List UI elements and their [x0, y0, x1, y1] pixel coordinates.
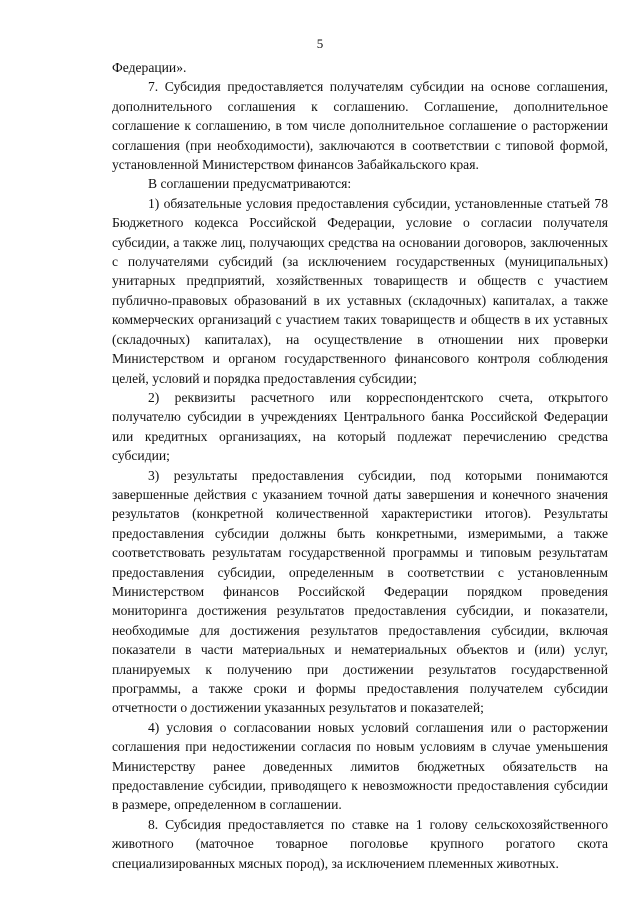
- paragraph-item-4: 4) условия о согласовании новых условий соглашения или о расторжении соглашения при недостижении согласия по новым условиям в случае уменьшения Министерству ранее доведенных лимитов бюджетных обязательств на предоставление субсидии, приводящего к невозможности предоставления субсидии в размере, определенном в соглашении.: [112, 719, 608, 813]
- paragraph-clause-7: 7. Субсидия предоставляется получателям субсидии на основе соглашения, дополнительного соглашения к соглашению. Соглашение, дополнительное соглашение к соглашению, в том числе дополнительное соглашение о расторжении соглашения (при необходимости), заключаются в соответствии с типовой формой, установленной Министерством финансов Забайкальского края.: [112, 79, 608, 173]
- document-body: [112, 58, 608, 873]
- paragraph-federation-end: Федерации».: [112, 60, 187, 75]
- paragraph-agreement-intro: В соглашении предусматриваются:: [148, 176, 352, 192]
- paragraph-item-2: 2) реквизиты расчетного или корреспондентского счета, открытого получателю субсидии в учреждениях Центрального банка Российской Федерации или кредитных организациях, на который подлежат перечислению средства субсидии;: [112, 389, 608, 464]
- paragraph-clause-8: 8. Субсидия предоставляется по ставке на 1 голову сельскохозяйственного животного (маточное товарное поголовье крупного рогатого скота специализированных мясных пород), за исключением племенных животных.: [112, 816, 608, 871]
- page-number: 5: [316, 36, 324, 51]
- paragraph-item-1: 1) обязательные условия предоставления субсидии, установленные статьей 78 Бюджетного кодекса Российской Федерации, условие о согласии получателя субсидии, а также лиц, получающих средства на основании договоров, заключенных с получателями субсидий (за исключением государственных (муниципальных) унитарных предприятий, хозяйственных товариществ и обществ с участием публично-правовых образований в их уставных (складочных) капиталах, а также коммерческих организаций с участием таких товариществ и обществ в их уставных (складочных) капиталах), на осуществление в отношении них проверки Министерством и органом государственного финансового контроля соблюдения целей, условий и порядка предоставления субсидии;: [112, 195, 608, 386]
- paragraph-item-3: 3) результаты предоставления субсидии, под которыми понимаются завершенные действия с указанием точной даты завершения и конечного значения результатов (конкретной количественной характеристики итогов). Результаты предоставления субсидии должны быть конкретными, измеримыми, а также соответствовать результатам государственной программы и типовым результатам предоставления субсидии, определенным в соответствии с установленным Министерством финансов Российской Федерации порядком проведения мониторинга достижения результатов предоставления субсидии, и показатели, необходимые для достижения результатов предоставления субсидии, включая показатели в части материальных и нематериальных объектов и (или) услуг, планируемых к получению при достижении результатов государственной программы, а также сроки и формы предоставления получателем субсидии отчетности о достижении указанных результатов и показателей;: [112, 467, 608, 716]
